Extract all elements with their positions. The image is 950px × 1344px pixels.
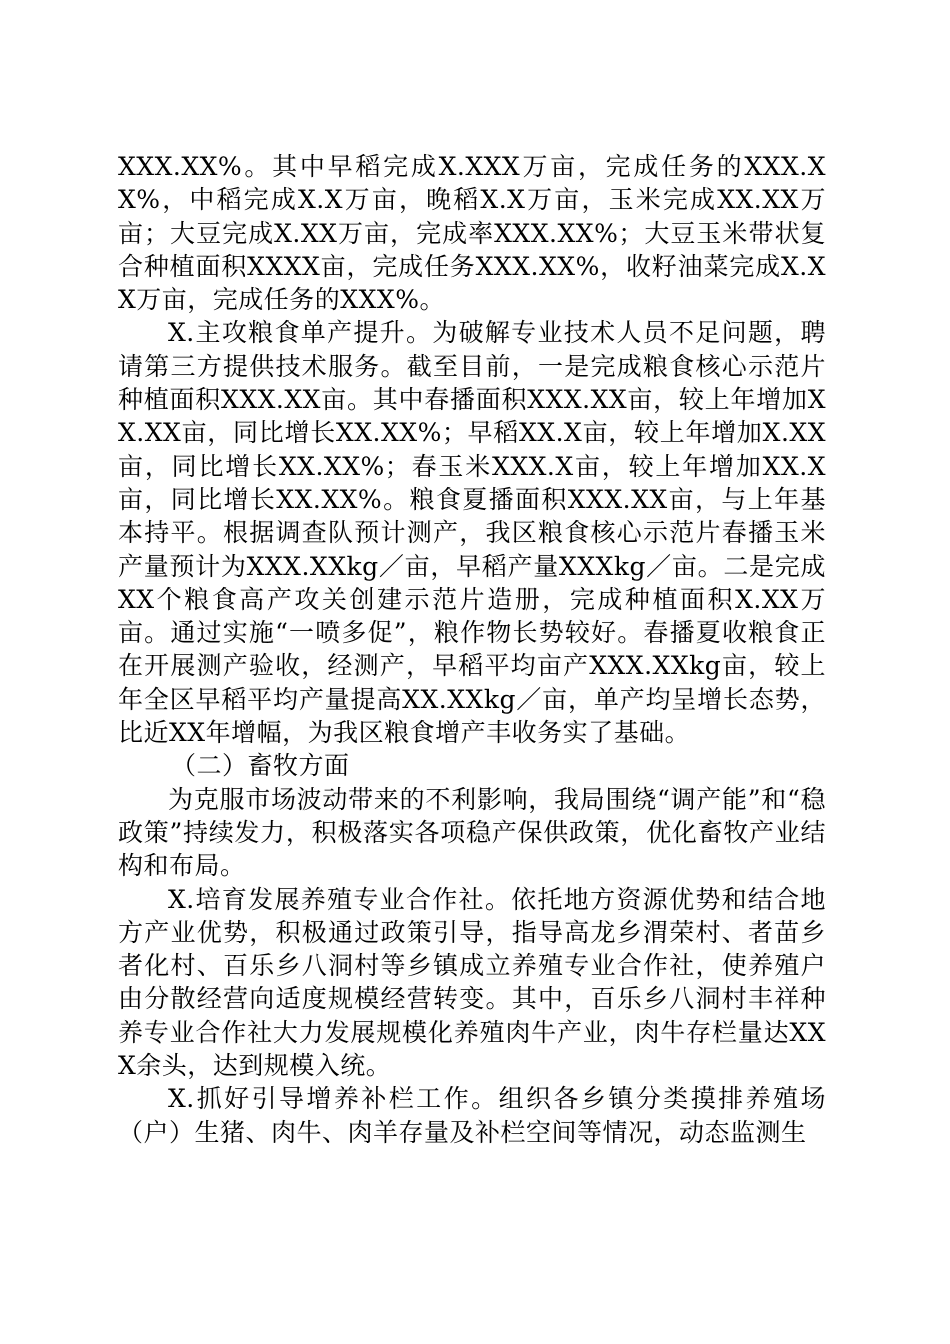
document-body — [118, 150, 826, 1149]
paragraph-2-lead: X.主攻粮食单产提升。 — [168, 318, 433, 348]
paragraph-1-text: XXX.XX%。其中早稻完成X.XXX万亩，完成任务的XXX.XX%，中稻完成X.X万亩，晚稻X.X万亩，玉米完成XX.XX万亩；大豆完成X.XX万亩，完成率XXX.XX%；大豆玉米带状复合种植面积XXXX亩，完成任务XXX.XX%，收籽油菜完成X.XX万亩，完成任务的XXX%。 — [118, 152, 826, 315]
paragraph-2-text: 为破解专业技术人员不足问题，聘请第三方提供技术服务。截至目前，一是完成粮食核心示范片种植面积XXX.XX亩。其中春播面积XXX.XX亩，较上年增加XX.XX亩，同比增长XX.XX%；早稻XX.X亩，较上年增加X.XX亩，同比增长XX.XX%；春玉米XXX.X亩，较上年增加XX.X亩，同比增长XX.XX%。粮食夏播面积XXX.XX亩，与上年基本持平。根据调查队预计测产，我区粮食核心示范片春播玉米产量预计为XXX.XXkg／亩，早稻产量XXXkg／亩。二是完成XX个粮食高产攻关创建示范片造册，完成种植面积X.XX万亩。通过实施“一喷多促”，粮作物长势较好。春播夏收粮食正在开展测产验收，经测产，早稻平均亩产XXX.XXkg亩，较上年全区早稻平均产量提高XX.XXkg／亩，单产均呈增长态势，比近XX年增幅，为我区粮食增产丰收务实了基础。 — [118, 318, 826, 748]
paragraph-5 — [118, 1082, 826, 1149]
paragraph-3-text: 为克服市场波动带来的不利影响，我局围绕“调产能”和“稳政策”持续发力，积极落实各项稳产保供政策，优化畜牧产业结构和布局。 — [118, 784, 826, 881]
paragraph-4-lead: X.培育发展养殖专业合作社。 — [168, 884, 512, 914]
paragraph-1 — [118, 150, 826, 316]
paragraph-4-text: 依托地方资源优势和结合地方产业优势，积极通过政策引导，指导高龙乡渭荣村、者苗乡者化村、百乐乡八洞村等乡镇成立养殖专业合作社，使养殖户由分散经营向适度规模经营转变。其中，百乐乡八洞村丰祥种养专业合作社大力发展规模化养殖肉牛产业，肉牛存栏量达XXX余头，达到规模入统。 — [118, 884, 826, 1081]
section-heading-livestock — [118, 749, 826, 782]
paragraph-3 — [118, 783, 826, 883]
paragraph-5-lead: X.抓好引导增养补栏工作。 — [168, 1084, 499, 1114]
paragraph-2 — [118, 316, 826, 749]
section-heading-text: （二）畜牧方面 — [171, 751, 350, 781]
paragraph-5-text: 组织各乡镇分类摸排养殖场（户）生猪、肉牛、肉羊存量及补栏空间等情况，动态监测生 — [118, 1084, 826, 1147]
paragraph-4 — [118, 883, 826, 1083]
